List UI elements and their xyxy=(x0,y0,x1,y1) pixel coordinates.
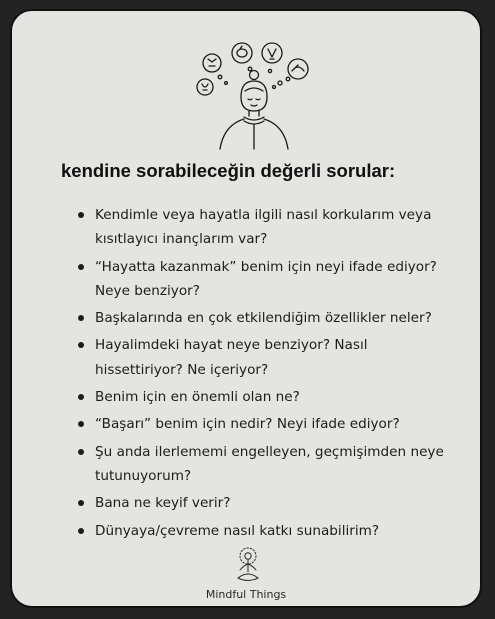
list-item: “Hayatta kazanmak” benim için neyi ifade ediyor? Neye benziyor? xyxy=(76,255,456,304)
list-item: Kendimle veya hayatla ilgili nasıl korkularım veya kısıtlayıcı inançlarım var? xyxy=(76,203,456,252)
question-list xyxy=(76,203,456,546)
list-item: Şu anda ilerlememi engelleyen, geçmişimden neye tutunuyorum? xyxy=(76,440,456,489)
brand-name: Mindful Things xyxy=(205,588,287,601)
page-title: kendine sorabileceğin değerli sorular: xyxy=(61,160,396,181)
thinking-person-icon xyxy=(194,39,318,151)
list-item: Hayalimdeki hayat neye benziyor? Nasıl hissettiriyor? Ne içeriyor? xyxy=(76,333,456,382)
list-item: Başkalarında en çok etkilendiğim özellikler neler? xyxy=(76,306,456,330)
list-item: Benim için en önemli olan ne? xyxy=(76,385,456,409)
list-item: Bana ne keyif verir? xyxy=(76,491,456,515)
content-card xyxy=(10,9,482,608)
list-item: Dünyaya/çevreme nasıl katkı sunabilirim? xyxy=(76,519,456,543)
meditating-figure-icon xyxy=(233,547,263,591)
list-item: “Başarı” benim için nedir? Neyi ifade ediyor? xyxy=(76,412,456,436)
